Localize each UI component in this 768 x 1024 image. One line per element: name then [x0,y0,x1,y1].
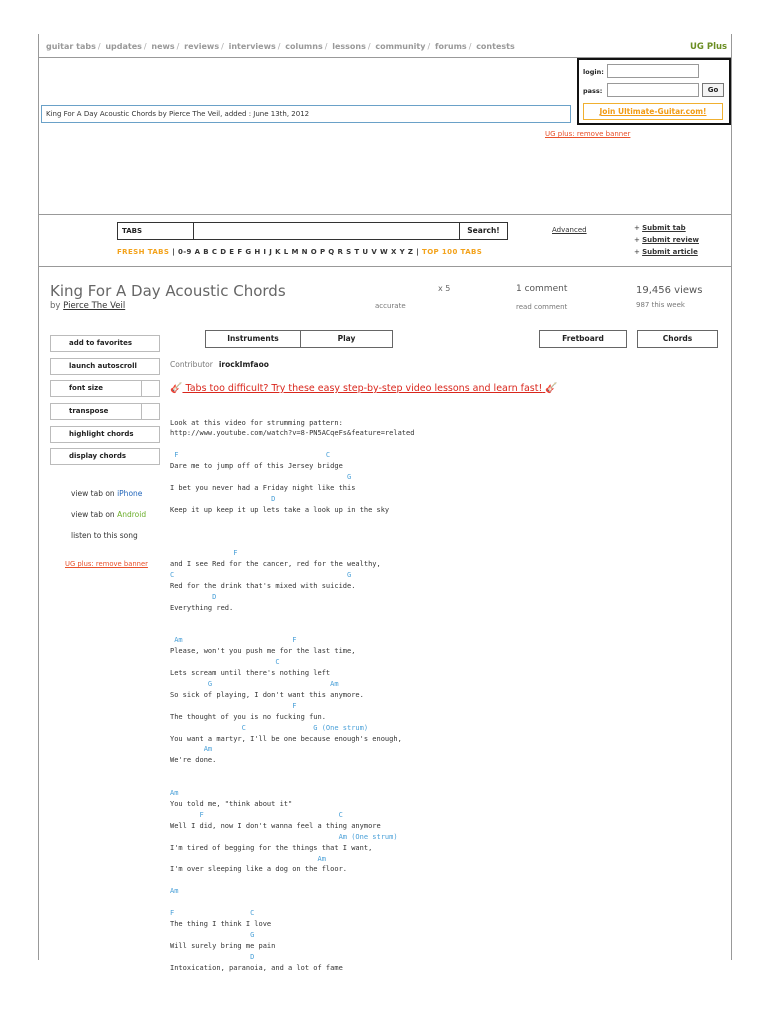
chord-line: Am [170,887,179,896]
lyric-line: Intoxication, paranoia, and a lot of fame [170,963,343,972]
blank-line [170,625,402,636]
chord-line: C G (One strum) [170,723,369,732]
sidebar-remove-banner-link[interactable]: UG plus: remove banner [65,560,148,568]
chord-line: Am F [170,636,297,645]
nav-reviews[interactable]: reviews [184,42,220,51]
ug-plus-link[interactable]: UG Plus [690,42,728,52]
chord-line: C [170,658,280,667]
instruments-button[interactable]: Instruments [205,330,301,348]
nav-contests[interactable]: contests [476,42,515,51]
view-tab-on-label: view tab on [71,510,115,519]
intro-line: Look at this video for strumming pattern: [170,419,343,427]
artist-link[interactable]: Pierce The Veil [63,301,126,311]
search-bar [117,222,508,240]
chord-line: G [170,930,255,939]
lessons-promo-link[interactable] [170,383,558,394]
chords-button[interactable]: Chords [637,330,718,348]
submit-review-link[interactable]: Submit review [642,236,699,244]
chord-line: G Am [170,680,339,689]
views-count: 19,456 views [636,285,703,296]
listen-link[interactable]: listen to this song [71,531,138,540]
chord-line: C G [170,570,352,579]
chord-line: D [170,952,255,961]
lyric-line: You told me, "think about it" [170,800,293,808]
launch-autoscroll-button[interactable]: launch autoscroll [50,358,160,375]
chord-line: F C [170,451,331,459]
advanced-search-link[interactable]: Advanced [552,226,587,234]
remove-banner-link[interactable]: UG plus: remove banner [545,130,631,138]
top-100-link[interactable]: TOP 100 TABS [422,248,483,256]
submit-review-item: + Submit review [634,236,699,244]
lyric-line: The thing I think I love [170,919,272,928]
intro-text [170,408,414,448]
alphabet-nav: FRESH TABS | 0-9 A B C D E F G H I J K L M N O P Q R S T U V W X Y Z | TOP 100 TABS [117,248,483,256]
join-button[interactable]: Join Ultimate-Guitar.com! [583,103,723,120]
nav-interviews[interactable]: interviews [228,42,276,51]
highlight-chords-button[interactable]: highlight chords [50,426,160,443]
lyric-line: Please, won't you push me for the last time, [170,647,356,656]
guitar-icon: 🎸 [170,383,183,394]
blank-line [170,777,402,788]
login-input[interactable] [607,64,699,78]
android-label: Android [117,510,147,519]
chord-line: F [170,701,297,710]
chord-line: Am [170,789,179,798]
contributor-label: Contributor [170,360,213,369]
chord-line: G [170,472,352,481]
lyric-line: You want a martyr, I'll be one because enough's enough, [170,734,402,743]
chord-line: D [170,494,276,503]
submit-tab-link[interactable]: Submit tab [642,224,686,232]
font-size-button[interactable]: font size [50,380,160,397]
fretboard-button[interactable]: Fretboard [539,330,627,348]
iphone-label: iPhone [117,489,143,498]
view-on-android-link[interactable] [71,510,146,519]
guitar-icon: 🎸 [545,383,558,394]
chord-line: D [170,592,217,601]
chord-line: F C [170,909,255,918]
submit-article-item: + Submit article [634,248,698,256]
blank-line [170,766,402,777]
chord-line: F C [170,810,343,819]
submit-links [634,222,699,258]
view-on-iphone-link[interactable] [71,489,142,498]
top-nav: guitar tabs / updates / news / reviews / interviews / columns / lessons / community / forums / contests [46,42,515,51]
go-button[interactable]: Go [702,83,724,97]
chord-line: Am [170,854,326,863]
submit-article-link[interactable]: Submit article [642,248,698,256]
read-comment-link[interactable]: read comment [516,303,568,311]
lyric-line: The thought of you is no fucking fun. [170,712,326,721]
contributor [170,360,269,369]
login-box [577,58,731,125]
view-tab-on-label: view tab on [71,489,115,498]
search-input[interactable] [195,223,459,239]
intro-url: http://www.youtube.com/watch?v=8-PN5ACqeFs&feature=related [170,429,415,437]
chord-line: Am (One strum) [170,832,398,841]
lyric-line: I'm over sleeping like a dog on the floor. [170,865,348,874]
transpose-button[interactable]: transpose [50,403,160,420]
lyric-line: So sick of playing, I don't want this anymore. [170,690,364,699]
lyric-line: I bet you never had a Friday night like this [170,483,356,492]
lyric-line: Everything red. [170,603,234,612]
pass-label: pass: [583,87,603,95]
rating-label: accurate [375,302,406,310]
page-title-bar: King For A Day Acoustic Chords by Pierce The Veil, added : June 13th, 2012 [41,105,571,123]
login-label: login: [583,68,604,76]
lyric-line: I'm tired of begging for the things that I want, [170,843,373,852]
lyric-line: Red for the drink that's mixed with suicide. [170,581,356,590]
blank-line [170,526,402,537]
nav-news[interactable]: news [151,42,175,51]
comment-count[interactable]: 1 comment [516,284,568,294]
divider [38,214,732,215]
nav-forums[interactable]: forums [434,42,467,51]
nav-community[interactable]: community [375,42,426,51]
nav-columns[interactable]: columns [285,42,323,51]
lyric-line: and I see Red for the cancer, red for the wealthy, [170,560,381,569]
chord-line: F [170,549,238,558]
search-button[interactable]: Search! [459,223,507,239]
blank-line [170,537,402,548]
nav-guitar-tabs[interactable]: guitar tabs [46,42,96,51]
play-button[interactable]: Play [300,330,393,348]
fresh-tabs-link[interactable]: FRESH TABS [117,248,170,256]
rating-count: x 5 [438,284,451,293]
lyric-line: We're done. [170,756,217,765]
add-to-favorites-button[interactable]: add to favorites [50,335,160,352]
lyric-line: Dare me to jump off of this Jersey bridge [170,461,343,470]
lyric-line: Well I did, now I don't wanna feel a thing anymore [170,821,381,830]
views-week: 987 this week [636,301,685,309]
letter-links[interactable]: 0-9 A B C D E F G H I J K L M N O P Q R S T U V W X Y Z [177,248,414,256]
submit-tab-item: + Submit tab [634,224,686,232]
song-title: King For A Day Acoustic Chords [50,282,286,300]
divider [38,266,732,267]
contributor-name[interactable]: irockImfaoo [218,360,269,369]
promo-text: Tabs too difficult? Try these easy step-by-step video lessons and learn fast! [185,383,543,394]
byline [50,301,125,311]
lyric-line: Keep it up keep it up lets take a look up in the sky [170,505,390,514]
password-input[interactable] [607,83,699,97]
by-label: by [50,301,61,311]
search-type-select[interactable]: TABS [118,223,194,239]
blank-line [170,897,402,908]
lyric-line: Lets scream until there's nothing left [170,669,331,678]
chord-line: Am [170,745,213,754]
blank-line [170,515,402,526]
lyric-line: Will surely bring me pain [170,941,276,950]
chord-sheet [170,450,402,974]
nav-lessons[interactable]: lessons [332,42,366,51]
blank-line [170,875,402,886]
blank-line [170,614,402,625]
display-chords-button[interactable]: display chords [50,448,160,465]
nav-updates[interactable]: updates [105,42,142,51]
